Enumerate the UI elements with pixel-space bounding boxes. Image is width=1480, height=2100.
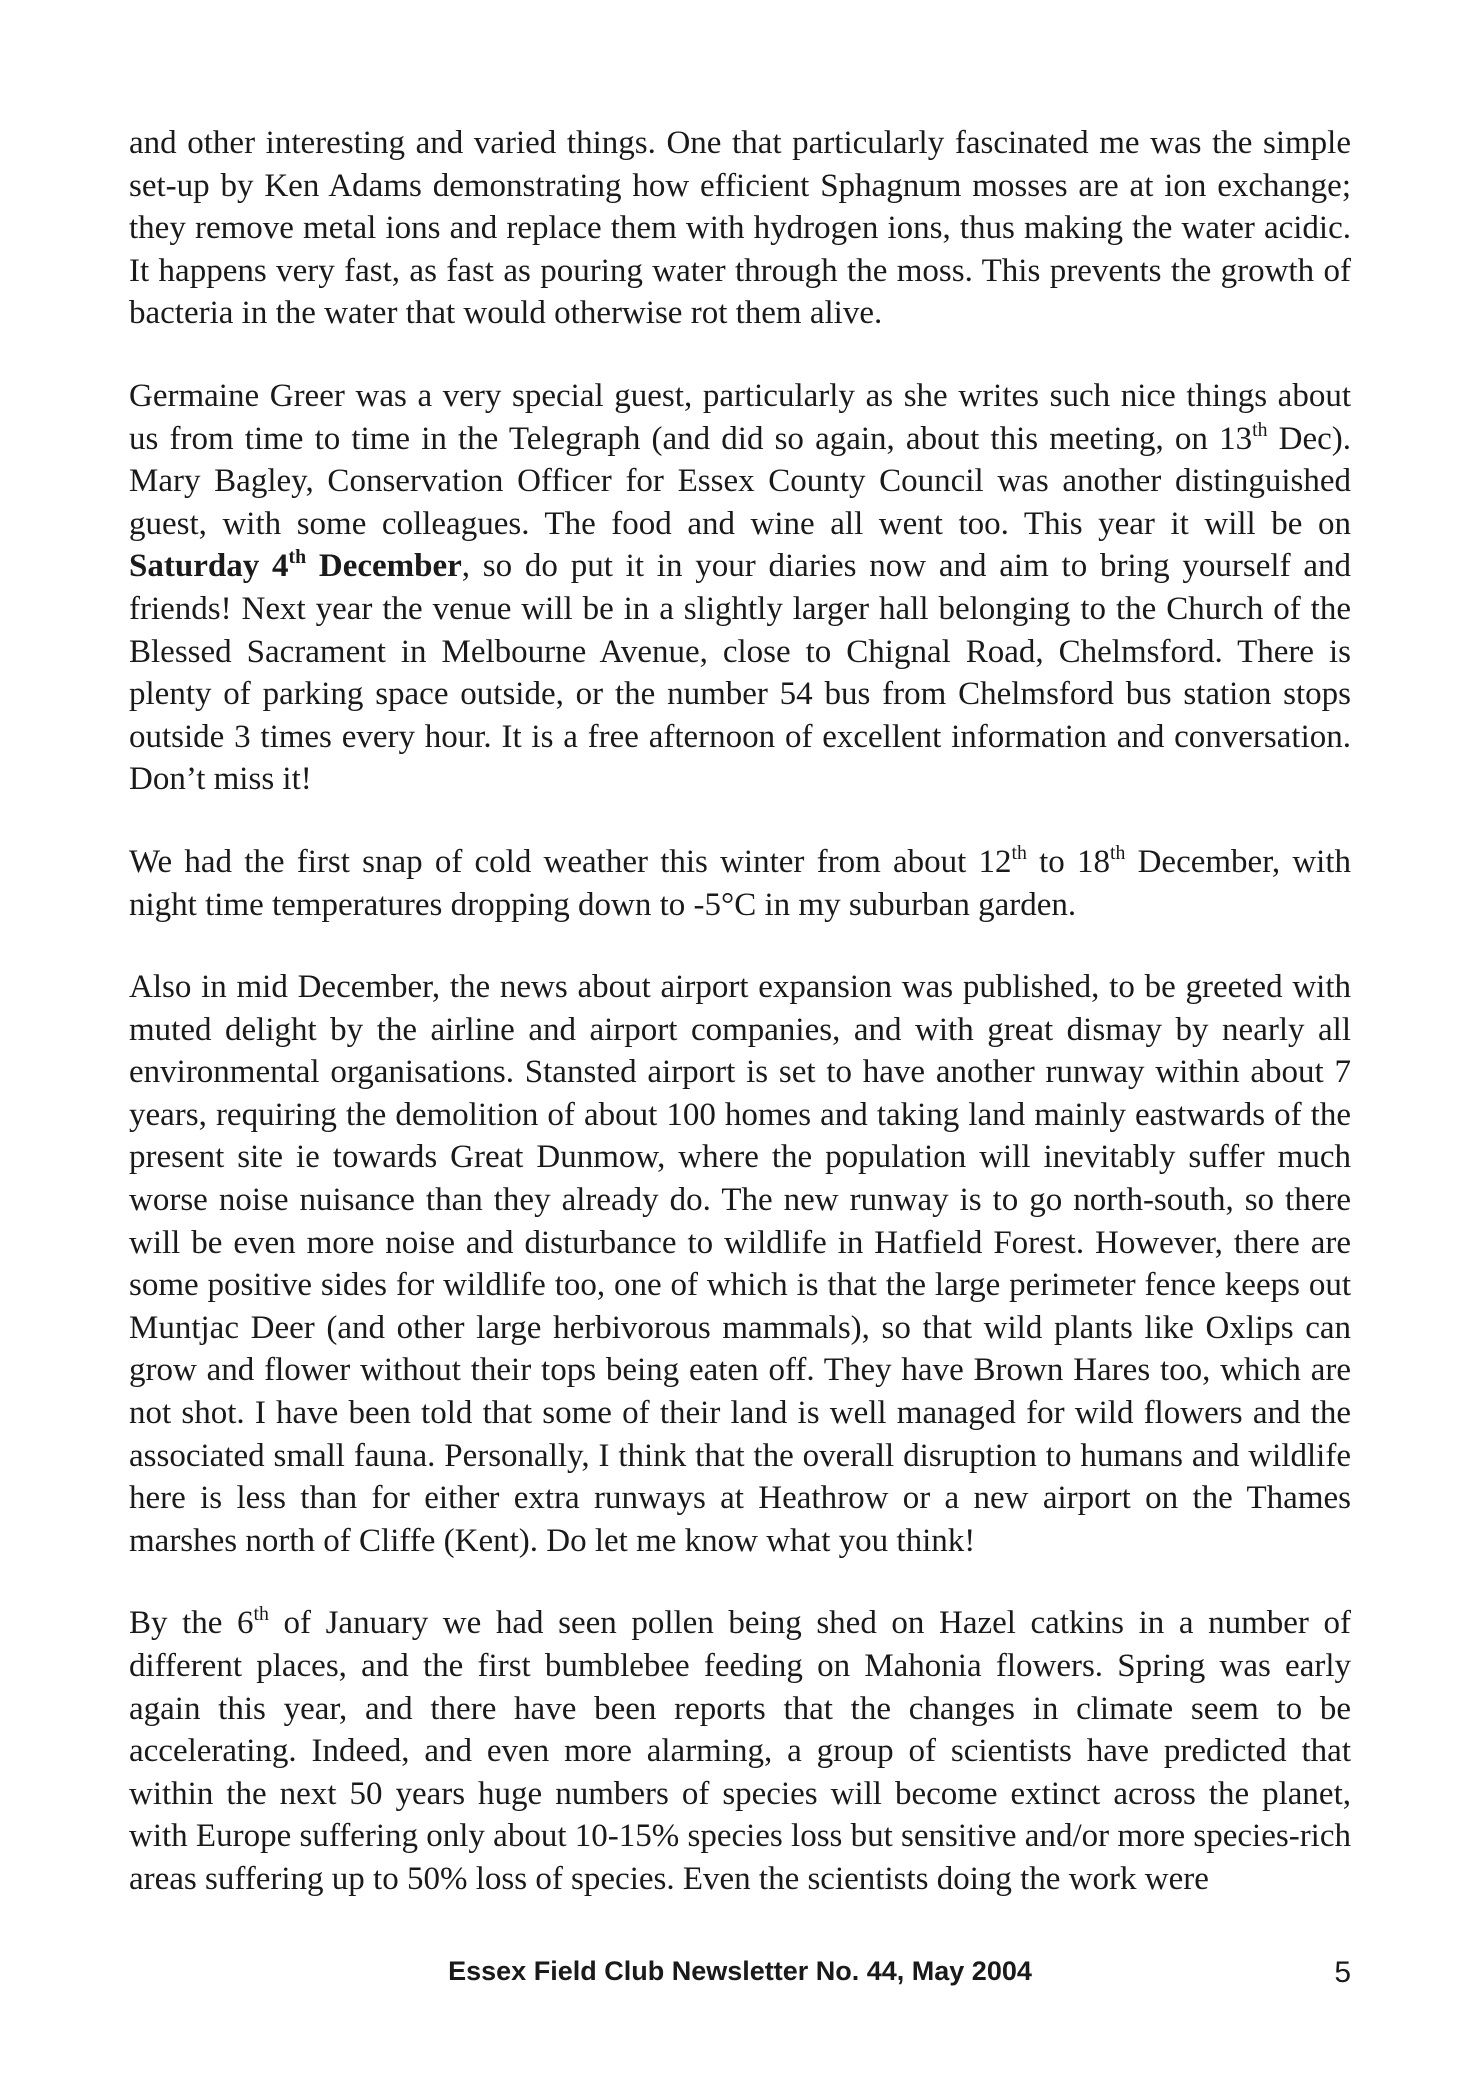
newsletter-title: Essex Field Club Newsletter No. 44, May 2004 xyxy=(448,1956,1032,1986)
ordinal-suffix: th xyxy=(1110,842,1126,865)
text-run: Dec). Mary Bagley, Conservation Officer for Essex County Council was another distinguished guest, with some colleagues. The food and wine all went too. This year it will be on xyxy=(129,420,1351,542)
text-run: We had the first snap of cold weather this winter from about 12 xyxy=(129,843,1012,880)
text-run: , so do put it in your diaries now and aim to bring yourself and friends! Next year the venue will be in a slightly larger hall belonging to the Church of the Blessed Sacrament in Melbourne Avenue, close to Chignal Road, Chelmsford. There is plenty of parking space outside, or the number 54 bus from Chelmsford bus station stops outside 3 times every hour. It is a free afternoon of excellent information and conversation. Don’t miss it! xyxy=(129,548,1351,798)
text-run: of January we had seen pollen being shed on Hazel catkins in a number of different places, and the first bumblebee feeding on Mahonia flowers. Spring was early again this year, and there have been reports that the changes in climate seem to be accelerating. Indeed, and even more alarming, a group of scientists have predicted that within the next 50 years huge numbers of species will become extinct across the planet, with Europe suffering only about 10-15% species loss but sensitive and/or more species-rich areas suffering up to 50% loss of species. Even the scientists doing the work were xyxy=(129,1605,1351,1897)
paragraph-airport-expansion xyxy=(129,966,1351,1562)
text-run: By the 6 xyxy=(129,1605,254,1642)
paragraph-spring-climate xyxy=(129,1602,1351,1900)
bold-text: Saturday 4 xyxy=(129,548,289,585)
paragraph-guests-meeting xyxy=(129,375,1351,801)
ordinal-suffix: th xyxy=(253,1603,269,1626)
paragraph-sphagnum xyxy=(129,122,1351,335)
newsletter-page-body xyxy=(129,122,1351,1901)
ordinal-suffix: th xyxy=(1252,418,1268,441)
page-footer xyxy=(129,1956,1351,1996)
bold-text xyxy=(288,548,306,584)
ordinal-suffix: th xyxy=(288,546,307,569)
text-run: to 18 xyxy=(1026,843,1110,880)
ordinal-suffix: th xyxy=(1011,842,1027,865)
text-run: December, with night time temperatures dropping down to -5°C in my suburban garden. xyxy=(129,843,1351,923)
paragraph-cold-weather xyxy=(129,841,1351,926)
page-number: 5 xyxy=(1334,1956,1351,1989)
text-run: Also in mid December, the news about airport expansion was published, to be greeted with muted delight by the airline and airport companies, and with great dismay by nearly all environmental organisations. Stansted airport is set to have another runway within about 7 years, requiring the demolition of about 100 homes and taking land mainly eastwards of the present site ie towards Great Dunmow, where the population will inevitably suffer much worse noise nuisance than they already do. The new runway is to go north-south, so there will be even more noise and disturbance to wildlife in Hatfield Forest. However, there are some positive sides for wildlife too, one of which is that the large perimeter fence keeps out Muntjac Deer (and other large herbivorous mammals), so that wild plants like Oxlips can grow and flower without their tops being eaten off. They have Brown Hares too, which are not shot. I have been told that some of their land is well managed for wild flowers and the associated small fauna. Personally, I think that the overall disruption to humans and wildlife here is less than for either extra runways at Heathrow or a new airport on the Thames marshes north of Cliffe (Kent). Do let me know what you think! xyxy=(129,969,1351,1559)
text-run: Germaine Greer was a very special guest, particularly as she writes such nice things about us from time to time in the Telegraph (and did so again, about this meeting, on 13 xyxy=(129,377,1351,457)
text-run: and other interesting and varied things. One that particularly fascinated me was the simple set-up by Ken Adams demonstrating how efficient Sphagnum mosses are at ion exchange; they remove metal ions and replace them with hydrogen ions, thus making the water acidic. It happens very fast, as fast as pouring water through the moss. This prevents the growth of bacteria in the water that would otherwise rot them alive. xyxy=(129,125,1351,332)
bold-text: December xyxy=(306,548,462,585)
